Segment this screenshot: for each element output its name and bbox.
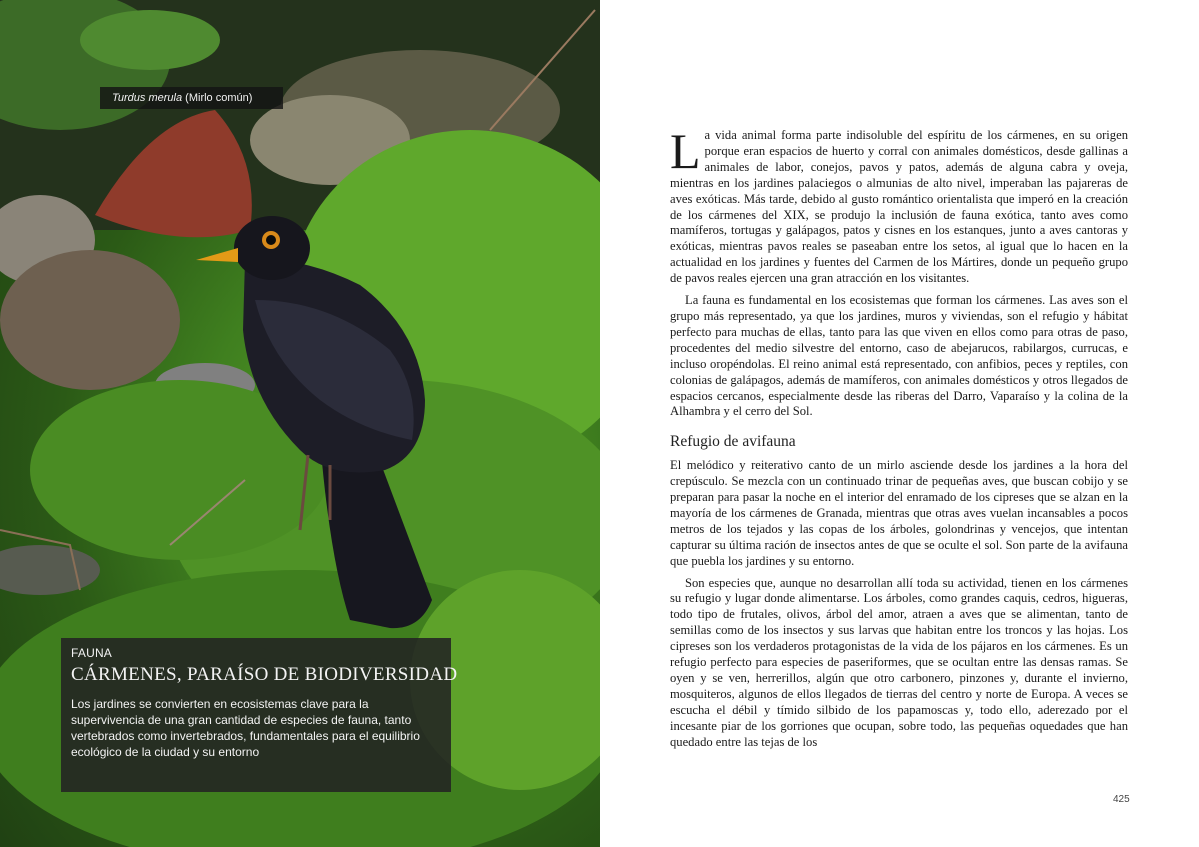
info-box-body: Los jardines se convierten en ecosistemas clave para la supervivencia de una gran cantidad de especies de fauna, tanto vertebrados como invertebrados, fundamentales para el equilibrio ecológico de la ciudad y su entorno (71, 697, 420, 759)
article-paragraph-1 (670, 123, 1128, 287)
fauna-info-box (61, 638, 458, 792)
info-box-title: CÁRMENES, PARAÍSO DE BIODIVERSIDAD (71, 664, 458, 685)
section-heading: Refugio de avifauna (670, 433, 796, 451)
text-page (600, 0, 1199, 847)
info-box-kicker: FAUNA (71, 646, 113, 660)
article-paragraph-3: El melódico y reiterativo canto de un mirlo asciende desde los jardines a la hora del crepúsculo. Se mezcla con un continuado trinar de pequeñas aves, que buscan cobijo y se preparan para pasar la noche en el interior del enramado de los cipreses que se alzan en la mayoría de los cármenes de Granada, mientras que otras aves vuelan incansables a pocos metros de los tejados y las copas de los árboles, golondrinas y vencejos, que intentan capturar su última ración de insectos antes de que se oculte el sol. Son parte de la avifauna que puebla los jardines y su entorno. (670, 458, 1128, 568)
article-paragraph-2: La fauna es fundamental en los ecosistemas que forman los cármenes. Las aves son el grupo más representado, ya que los jardines, muros y viviendas, son el refugio y hábitat perfecto para muchas de ellas, tanto para las que viven en ellos como para otras de paso, procedentes del medio silvestre del entorno, caso de abejarucos, rabilargos, currucas, e incluso oropéndolas. El reino animal está representado, con anfibios, peces y reptiles, con colonias de galápagos, además de mamíferos, con animales domésticos y otros llegados de espacios cercanos, especialmente desde las riberas del Darro, Vaparaíso y la colina de la Alhambra y el cerro del Sol. (670, 293, 1128, 419)
caption-common-name: (Mirlo común) (185, 92, 253, 104)
article-paragraph-4: Son especies que, aunque no desarrollan allí toda su actividad, tienen en los cármenes su refugio y lugar donde alimentarse. Los árboles, como grandes caquis, cedros, higueras, todo tipo de frutales, olivos, árbol del amor, atraen a aves que se alimentan, tanto de semillas como de los insectos y sus larvas que habitan entre los troncos y las hojas. Los cipreses son los verdaderos protagonistas de la vida de los pájaros en los cármenes. Es un refugio perfecto para especies de paseriformes, que se ocultan entre las densas ramas. Se oyen y se ven, herrerillos, algún que otro carbonero, pinzones y, durante el invierno, mosquiteros, algunos de ellos llegados de tierras del centro y norte de Europa. A veces se escucha el débil y tímido silbido de los papamoscas y, todo ello, aderezado por el incesante piar de los gorriones que ocupan, sobre todo, las pequeñas oquedades que han quedado entre las tejas de los (670, 575, 1128, 749)
page-number: 425 (1113, 794, 1130, 805)
paragraph-1-text: a vida animal forma parte indisoluble del espíritu de los cármenes, en su origen porque eran espacios de huerto y corral con animales domésticos, desde gallinas a animales de labor, conejos, pavos y patos, además de alguna cabra y oveja, mientras en los jardines palaciegos o almunias de alto nivel, imperaban las pajareras de aves exóticas. Más tarde, debido al gusto romántico orientalista que imperó en la creación de los cármenes del XIX, se produjo la inclusión de fauna exótica, tanto aves como mamíferos, tortugas y galápagos, patos y cisnes en los estanques, junto a aves cantoras y exóticas, mientras pavos reales se paseaban entre los setos, al igual que lo hacen en la actualidad en los jardines y fuentes del Carmen de los Mártires, donde un pequeño grupo de pavos reales ejercen una gran atracción en los visitantes. (670, 128, 1128, 286)
article-body (670, 123, 1128, 757)
caption-scientific-name: Turdus merula (112, 92, 183, 104)
photo-caption (100, 87, 283, 109)
drop-cap: L (670, 123, 701, 179)
